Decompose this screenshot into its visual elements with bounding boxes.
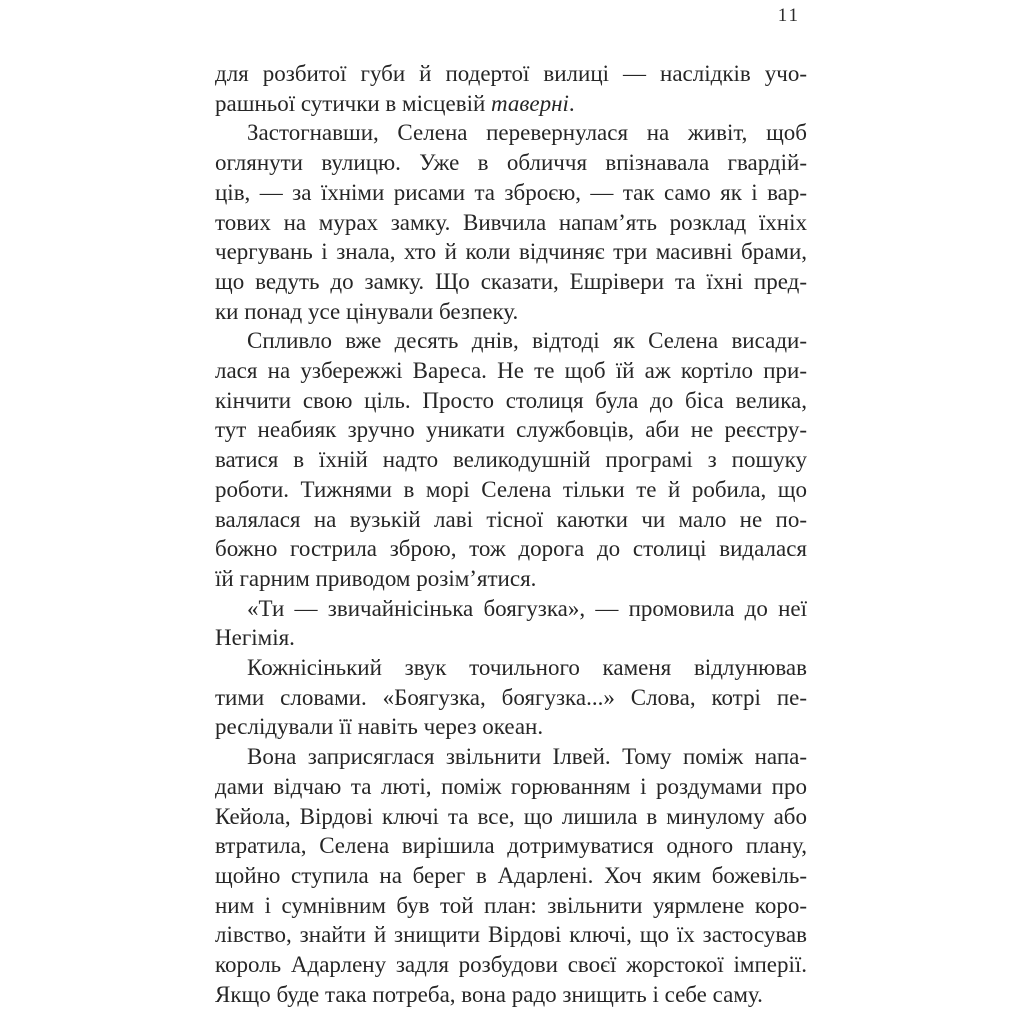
text-run: божно гострила зброю, тож дорога до столиці видалася — [215, 536, 807, 562]
text-line — [215, 831, 807, 861]
text-run: ки понад усе цінували безпеку. — [215, 298, 519, 324]
text-run: для розбитої губи й подертої вилиці — наслідків учо- — [215, 61, 807, 86]
text-run: рашньої сутички в місцевій — [215, 90, 492, 116]
text-line — [215, 891, 807, 921]
text-line — [215, 712, 807, 742]
text-run: лівство, знайти й знищити Вірдові ключі, що їх застосував — [215, 922, 807, 948]
text-run: їй гарним приводом розім’ятися. — [215, 565, 537, 591]
text-run: Кожнісінький звук точильного каменя відлунював — [247, 655, 807, 681]
text-line — [215, 148, 807, 178]
text-run: що ведуть до замку. Що сказати, Ешрівери та їхні пред- — [215, 268, 807, 294]
italic-text-run: таверні — [491, 90, 569, 116]
text-line — [215, 326, 807, 356]
text-run: щойно ступила на берег в Адарлені. Хоч яким божевіль- — [215, 862, 807, 888]
text-run: втратила, Селена вирішила дотримуватися одного плану, — [215, 833, 807, 859]
text-line — [215, 178, 807, 208]
text-line — [215, 772, 807, 802]
text-run: лася на узбережжі Вареса. Не те щоб їй аж кортіло при- — [215, 358, 807, 384]
text-line — [215, 386, 807, 416]
text-run: реслідували її навіть через океан. — [215, 714, 544, 740]
text-line — [215, 653, 807, 683]
text-run: кінчити свою ціль. Просто столиця була до біса велика, — [215, 387, 807, 413]
page-number: 11 — [777, 5, 800, 26]
text-line — [215, 564, 807, 594]
text-run: валялася на вузькій лаві тісної каютки чи мало не по- — [215, 506, 807, 532]
text-run: Якщо буде така потреба, вона радо знищить і себе саму. — [215, 981, 763, 1007]
text-line — [215, 475, 807, 505]
text-line — [215, 594, 807, 624]
text-run: дами відчаю та люті, поміж горюванням і роздумами про — [215, 773, 807, 799]
text-run: «Ти — звичайнісінька боягузка», — промовила до неї — [247, 595, 807, 621]
text-run: оглянути вулицю. Уже в обличчя впізнавала гвардій- — [215, 150, 807, 176]
text-run: тут неабияк зручно уникати службовців, аби не реєстру- — [215, 417, 807, 443]
text-run: ців, — за їхніми рисами та зброєю, — так само як і вар- — [215, 179, 807, 205]
text-line — [215, 980, 807, 1010]
text-line — [215, 118, 807, 148]
text-line — [215, 415, 807, 445]
text-line — [215, 683, 807, 713]
text-line — [215, 802, 807, 832]
text-line — [215, 861, 807, 891]
text-run: король Адарлену задля розбудови своєї жорстокої імперії. — [215, 952, 807, 978]
text-run: Негімія. — [215, 625, 295, 651]
text-line — [215, 950, 807, 980]
text-line — [215, 59, 807, 89]
text-line — [215, 89, 807, 119]
text-line — [215, 505, 807, 535]
text-run: Кейола, Вірдові ключі та все, що лишила в минулому або — [215, 803, 807, 829]
text-run: тових на мурах замку. Вивчила напам’ять розклад їхніх — [215, 209, 807, 235]
text-line — [215, 208, 807, 238]
text-run: тими словами. «Боягузка, боягузка...» Слова, котрі пе- — [215, 684, 807, 710]
text-run: чергувань і знала, хто й коли відчиняє три масивні брами, — [215, 239, 807, 265]
text-run: . — [568, 90, 575, 116]
text-line — [215, 356, 807, 386]
text-run: ним і сумнівним був той план: звільнити уярмлене коро- — [215, 892, 807, 918]
text-line — [215, 267, 807, 297]
text-run: Застогнавши, Селена перевернулася на живіт, щоб — [247, 120, 807, 146]
text-run: роботи. Тижнями в морі Селена тільки те й робила, що — [215, 476, 807, 502]
text-line — [215, 297, 807, 327]
text-line — [215, 534, 807, 564]
text-run: ватися в їхній надто великодушній програмі з пошуку — [215, 447, 807, 473]
text-block — [215, 59, 807, 1010]
text-run: Вона заприсяглася звільнити Ілвей. Тому поміж напа- — [247, 744, 807, 770]
text-line — [215, 237, 807, 267]
text-line — [215, 623, 807, 653]
text-line — [215, 920, 807, 950]
text-line — [215, 742, 807, 772]
text-run: Спливло вже десять днів, відтоді як Селена висади- — [247, 328, 807, 354]
text-line — [215, 445, 807, 475]
